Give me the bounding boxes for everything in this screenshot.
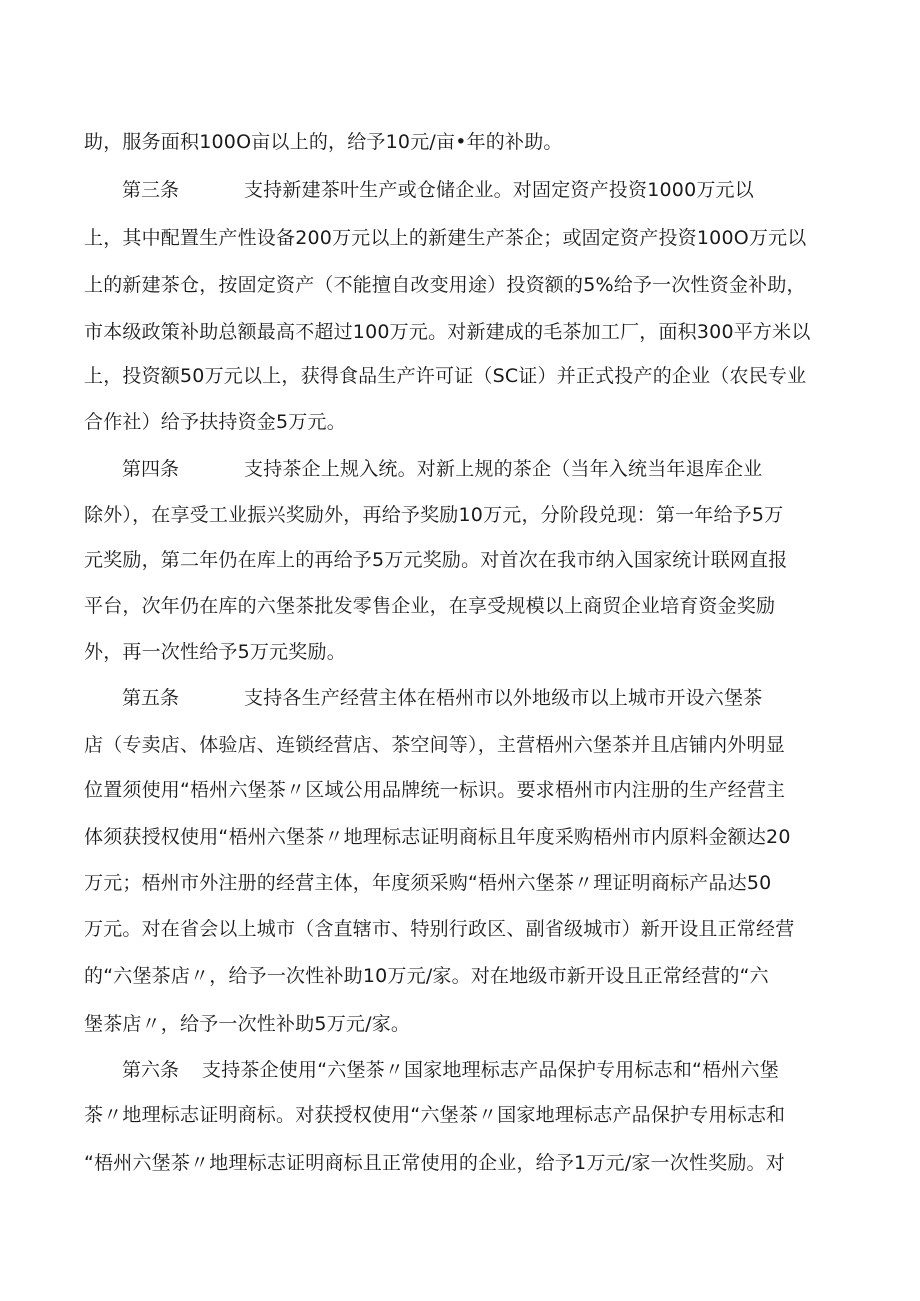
paragraph-line: 店（专卖店、体验店、连锁经营店、茶空间等），主营梧州六堡茶并且店铺内外明显 bbox=[84, 734, 785, 756]
paragraph-line: 合作社）给予扶持资金5万元。 bbox=[84, 411, 346, 433]
paragraph-line: 元奖励，第二年仍在库上的再给予5万元奖励。对首次在我市纳入国家统计联网直报 bbox=[84, 549, 788, 571]
paragraph-line: 平台，次年仍在库的六堡茶批发零售企业，在享受规模以上商贸企业培育资金奖励 bbox=[84, 595, 776, 617]
article-5-label: 第五条 bbox=[122, 687, 180, 709]
paragraph-line: 支持各生产经营主体在梧州市以外地级市以上城市开设六堡茶 bbox=[244, 687, 763, 709]
paragraph-line: 外，再一次性给予5万元奖励。 bbox=[84, 641, 346, 663]
paragraph-line: 支持茶企使用“六堡茶〃国家地理标志产品保护专用标志和“梧州六堡 bbox=[202, 1059, 779, 1081]
paragraph-line: 支持新建茶叶生产或仓储企业。对固定资产投资1000万元以 bbox=[244, 179, 754, 201]
article-4-label: 第四条 bbox=[122, 458, 180, 480]
paragraph-line: 位置须使用“梧州六堡茶〃区域公用品牌统一标识。要求梧州市内注册的生产经营主 bbox=[84, 779, 786, 801]
paragraph-line: 上，其中配置生产性设备200万元以上的新建生产茶企；或固定资产投资100O万元以 bbox=[84, 227, 807, 249]
paragraph-line: 上的新建茶仓，按固定资产（不能擅自改变用途）投资额的5%给予一次性资金补助， bbox=[84, 274, 806, 296]
paragraph-line: 体须获授权使用“梧州六堡茶〃地理标志证明商标且年度采购梧州市内原料金额达20 bbox=[84, 826, 791, 848]
paragraph-line: “梧州六堡茶〃地理标志证明商标且正常使用的企业，给予1万元/家一次性奖励。对 bbox=[84, 1152, 785, 1174]
paragraph-line: 上，投资额50万元以上，获得食品生产许可证（SC证）并正式投产的企业（农民专业 bbox=[84, 365, 807, 387]
paragraph-line: 茶〃地理标志证明商标。对获授权使用“六堡茶〃国家地理标志产品保护专用标志和 bbox=[84, 1104, 786, 1126]
paragraph-line: 堡茶店〃，给予一次性补助5万元/家。 bbox=[84, 1013, 411, 1035]
paragraph-line: 万元；梧州市外注册的经营主体，年度须采购“梧州六堡茶〃理证明商标产品达50 bbox=[84, 872, 772, 894]
paragraph-line: 万元。对在省会以上城市（含直辖市、特别行政区、副省级城市）新开设且正常经营 bbox=[84, 918, 795, 940]
article-6-label: 第六条 bbox=[122, 1059, 180, 1081]
article-3-label: 第三条 bbox=[122, 179, 180, 201]
paragraph-line: 市本级政策补助总额最高不超过100万元。对新建成的毛茶加工厂，面积300平方米以 bbox=[84, 321, 811, 343]
paragraph-line: 助，服务面积100O亩以上的，给予10元/亩•年的补助。 bbox=[84, 131, 563, 153]
paragraph-line: 支持茶企上规入统。对新上规的茶企（当年入统当年退库企业 bbox=[244, 458, 763, 480]
paragraph-line: 除外），在享受工业振兴奖励外，再给予奖励10万元，分阶段兑现：第一年给予5万 bbox=[84, 504, 784, 526]
paragraph-line: 的“六堡茶店〃，给予一次性补助10万元/家。对在地级市新开设且正常经营的“六 bbox=[84, 965, 769, 987]
